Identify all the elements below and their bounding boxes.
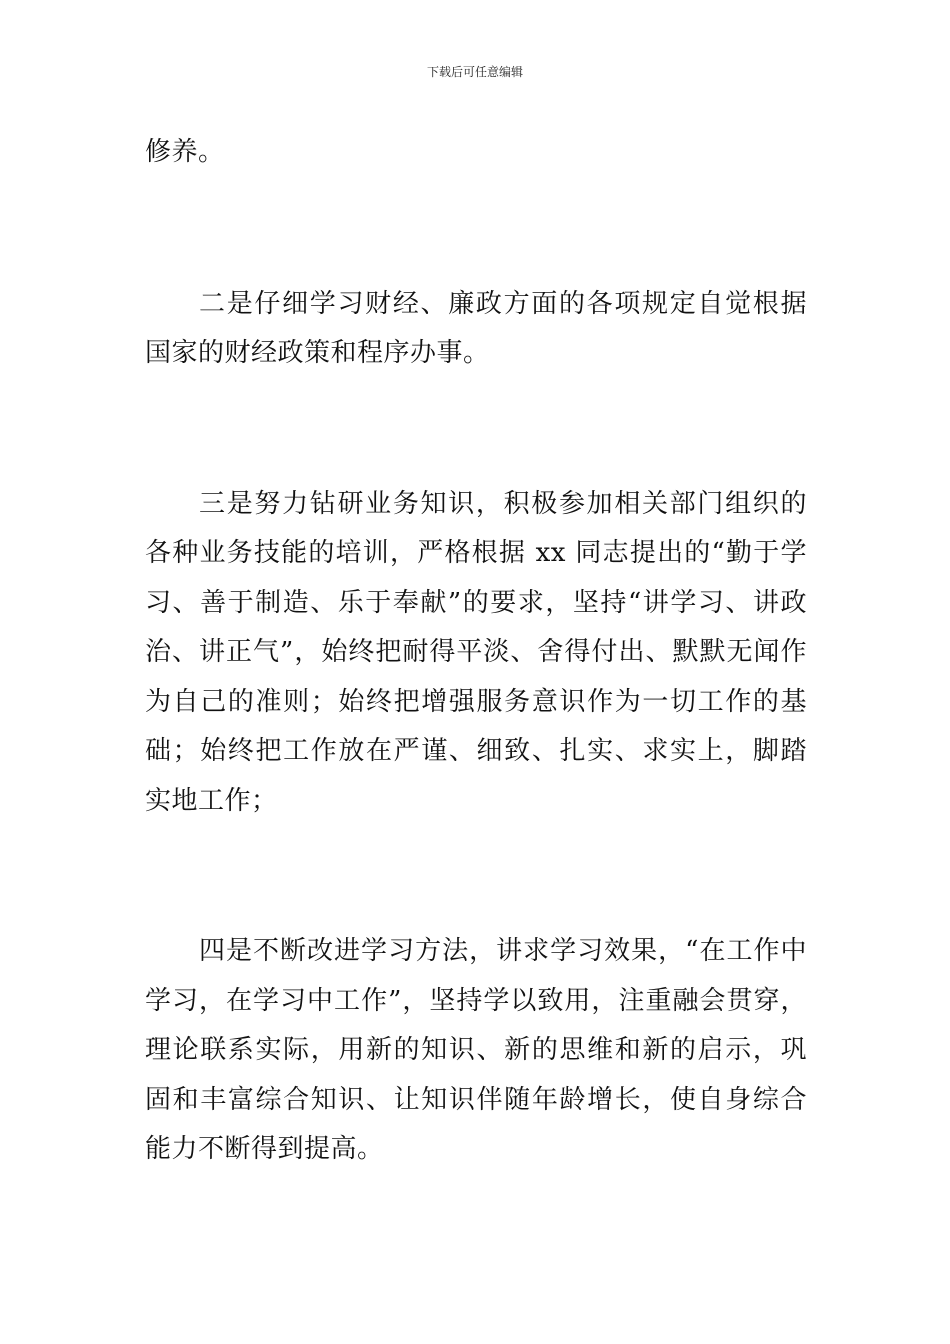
document-body xyxy=(145,128,807,1175)
paragraph-point-three: 三是努力钻研业务知识，积极参加相关部门组织的各种业务技能的培训，严格根据 xx 同志提出的“勤于学习、善于制造、乐于奉献”的要求，坚持“讲学习、讲政治、讲正气”，始终把耐得平淡、舍得付出、默默无闻作为自己的准则；始终把增强服务意识作为一切工作的基础；始终把工作放在严谨、细致、扎实、求实上，脚踏实地工作； xyxy=(145,488,807,816)
paragraph-point-four: 四是不断改进学习方法，讲求学习效果，“在工作中学习，在学习中工作”，坚持学以致用，注重融会贯穿，理论联系实际，用新的知识、新的思维和新的启示，巩固和丰富综合知识、让知识伴随年龄增长，使自身综合能力不断得到提高。 xyxy=(145,936,807,1164)
paragraph-point-two: 二是仔细学习财经、廉政方面的各项规定自觉根据国家的财经政策和程序办事。 xyxy=(145,288,807,368)
header-note: 下载后可任意编辑 xyxy=(426,65,523,79)
paragraph-continuation: 修养。 xyxy=(145,137,225,167)
